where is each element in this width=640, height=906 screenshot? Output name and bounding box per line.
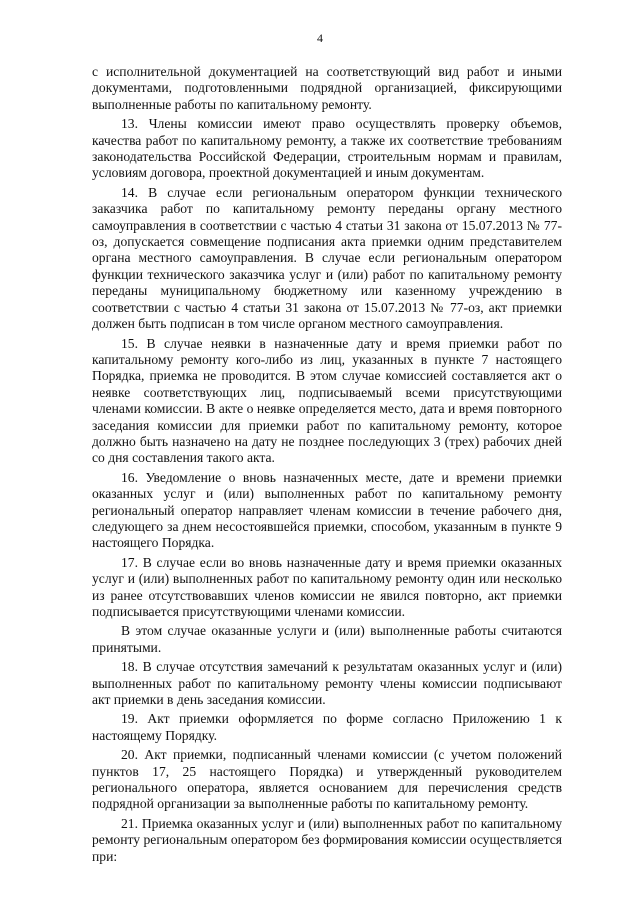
paragraph-14: 14. В случае если региональным оператором функции технического заказчика работ по капитальному ремонту переданы органу местного самоуправления в соответствии с частью 4 статьи 31 закона от 15.07.2013 № 77-оз, допускается совмещение подписания акта приемки одним представителем органа местного самоуправления. В случае если региональным оператором функции технического заказчика услуг и (или) работ по капитальному ремонту переданы муниципальному бюджетному или казенному учреждению в соответствии с частью 4 статьи 31 закона от 15.07.2013 № 77-оз, акт приемки должен быть подписан в том числе органом местного самоуправления. [92, 184, 562, 332]
paragraph-21: 21. Приемка оказанных услуг и (или) выполненных работ по капитальному ремонту региональным оператором без формирования комиссии осуществляется при: [92, 815, 562, 864]
paragraph-continuation: с исполнительной документацией на соответствующий вид работ и иными документами, подготовленными подрядной организацией, фиксирующими выполненные работы по капитальному ремонту. [92, 64, 562, 112]
paragraph-20: 20. Акт приемки, подписанный членами комиссии (с учетом положений пунктов 17, 25 настоящего Порядка) и утвержденный руководителем регионального оператора, является основанием для перечисления средств подрядной организации за выполненные работы по капитальному ремонту. [92, 747, 562, 812]
paragraph-17: 17. В случае если во вновь назначенные дату и время приемки оказанных услуг и (или) выполненных работ по капитальному ремонту один или несколько из ранее отсутствовавших членов комиссии не явился повторно, акт приемки подписывается присутствующими членами комиссии. [92, 554, 562, 619]
paragraph-17-continued: В этом случае оказанные услуги и (или) выполненные работы считаются принятыми. [92, 623, 562, 655]
document-body [92, 64, 562, 868]
paragraph-13: 13. Члены комиссии имеют право осуществлять проверку объемов, качества работ по капитальному ремонту, а также их соответствие требованиям законодательства Российской Федерации, строительным нормам и правилам, условиям договора, проектной документацией и иным документам. [92, 116, 562, 181]
page-number: 4 [317, 31, 323, 45]
paragraph-19: 19. Акт приемки оформляется по форме согласно Приложению 1 к настоящему Порядку. [92, 711, 562, 743]
paragraph-15: 15. В случае неявки в назначенные дату и время приемки работ по капитальному ремонту кого-либо из лиц, указанных в пункте 7 настоящего Порядка, приемка не проводится. В этом случае комиссией составляется акт о неявке соответствующих лиц, подписываемый всеми присутствующими членами комиссии. В акте о неявке определяется место, дата и время повторного заседания комиссии для приемки работ по капитальному ремонту, которое должно быть назначено на дату не позднее последующих 3 (трех) рабочих дней со дня составления такого акта. [92, 335, 562, 466]
paragraph-18: 18. В случае отсутствия замечаний к результатам оказанных услуг и (или) выполненных работ по капитальному ремонту члены комиссии подписывают акт приемки в день заседания комиссии. [92, 659, 562, 708]
paragraph-16: 16. Уведомление о вновь назначенных месте, дате и времени приемки оказанных услуг и (или) выполненных работ по капитальному ремонту региональный оператор направляет членам комиссии в течение рабочего дня, следующего за днем несостоявшейся приемки, способом, указанным в пункте 9 настоящего Порядка. [92, 469, 562, 551]
